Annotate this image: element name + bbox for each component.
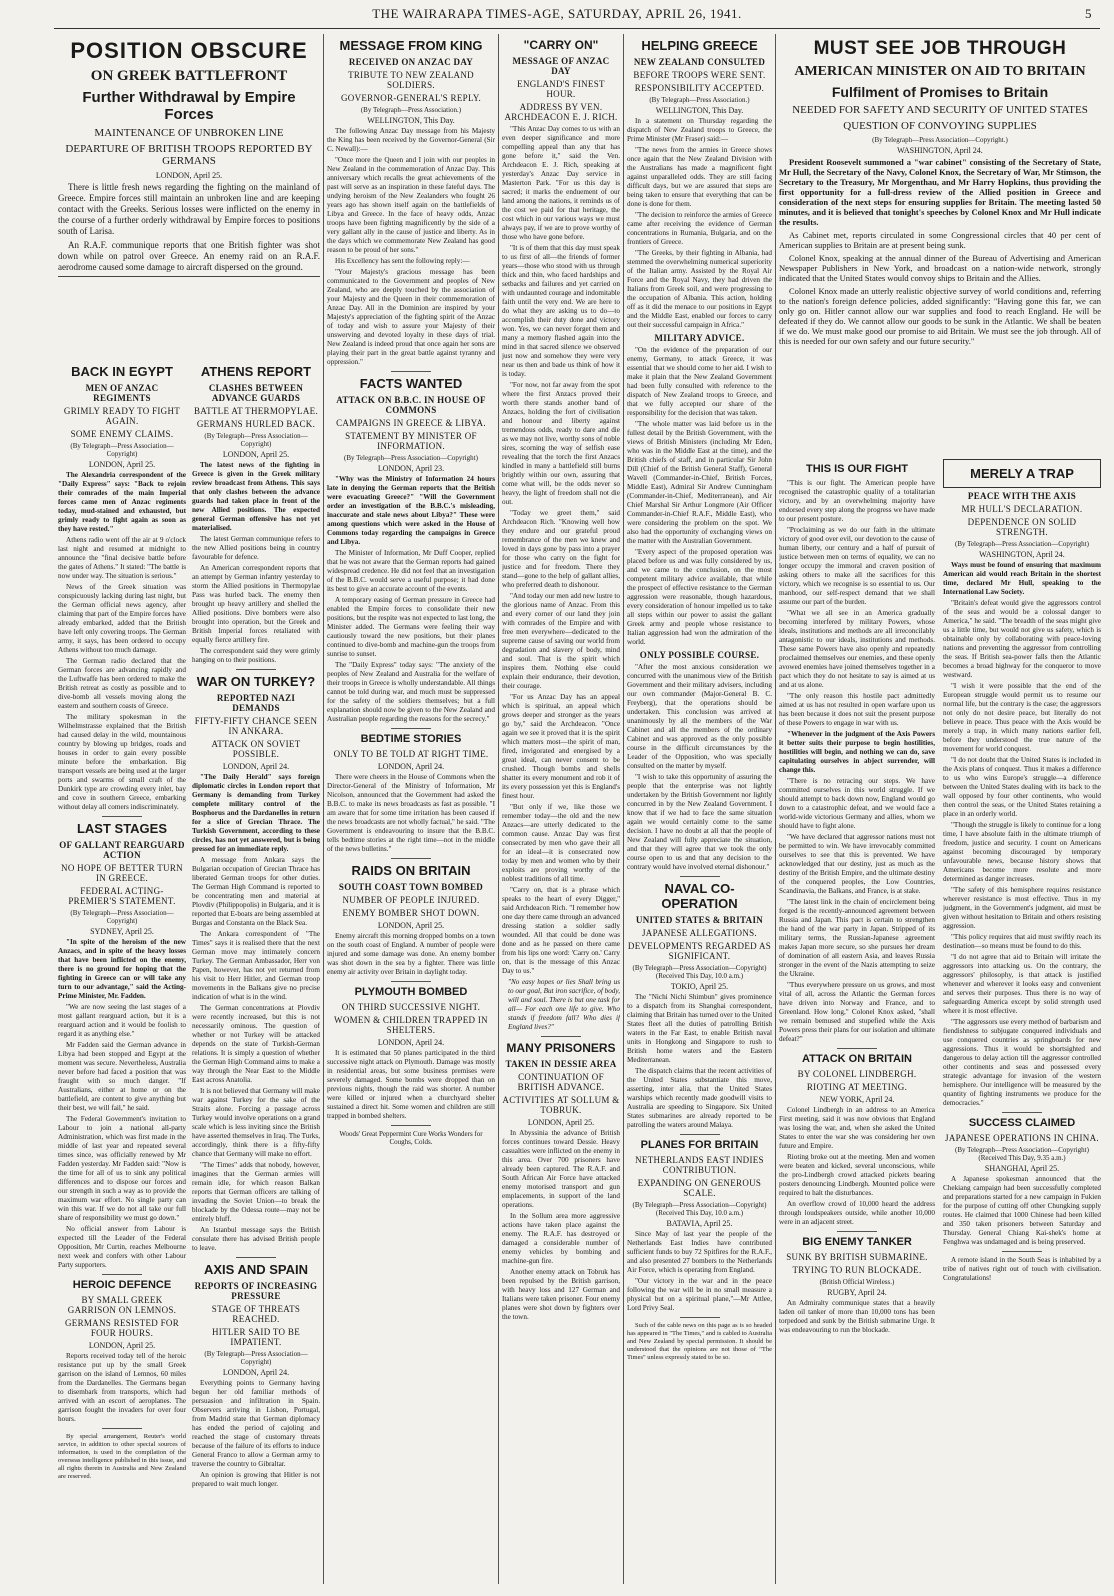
dateline: SHANGHAI, April 25. (984, 1164, 1060, 1173)
paragraph: "In spite of the heroism of the new Anzacs, and in spite of the heavy losses that have been inflicted on the enemy, there is no ground for hoping that the fighting in Greece can or will take any turn to our advantage," said the Acting-Prime Minister, Mr. Fadden. (58, 938, 186, 1000)
page-number: 5 (1085, 6, 1092, 21)
dateline: TOKIO, April 25. (670, 982, 729, 991)
subhead: NETHERLANDS EAST INDIES CONTRIBUTION. (635, 1155, 764, 1175)
dateline: LONDON, April 25. (222, 450, 290, 459)
paragraph: "For now, not far away from the spot where the first Anzacs proved their worth there stands another band of Anzacs, holding the fort of civilisation and honour and liberty against tremendous odds, ready to dare and die as we may not live, worthy sons of noble sires, scorning the way of selfish ease revealing that the torch the first Anzacs kindled in many a battlefield still burns brightly within our own, assuring that come what will, be the odds never so heavy, the light of freedom shall not die out. (502, 381, 620, 506)
divider (391, 1125, 431, 1126)
paragraph: An Istanbul message says the British consulate there has advised British people to leave. (192, 1226, 320, 1252)
paragraph: "The aggressors use every method of barbarism and fiendishness to subjugate conquered individuals and use conquered countries as springboards for new aggressions. Thus it would be shortsighted and dangerous to delay action till the aggressor controlled other continents and seas and possessed every strategic advantage for invasion of the western hemisphere. Our intelligence will be measured by the quantity of fighting instruments we produce for the democracies." (943, 1018, 1101, 1107)
subhead: OF GALLANT REARGUARD ACTION (59, 840, 185, 860)
subhead: TRYING TO RUN BLOCKADE. (792, 1265, 922, 1275)
paragraph: As Cabinet met, reports circulated in some Congressional circles that 40 per cent of American supplies to Britain are at present being sunk. (779, 230, 1101, 250)
column-rule (623, 34, 624, 1584)
press-line: (British Official Wireless.) (819, 1278, 895, 1286)
story-headline: BACK IN EGYPT (71, 364, 173, 379)
paragraph: A message from Ankara says the Bulgarian occupation of Grecian Thrace has liberated German troops for other duties. The German High Command is reported to be concentrating men and material at Plovdiv (Philippopolis) in Bulgaria, and it is reported that E-boats are being assembled at Burgas and Constanta on the Black Sea. (192, 856, 320, 927)
subhead: MEN OF ANZAC REGIMENTS (85, 383, 159, 403)
paragraph: The latest news of the fighting in Greece is given in the Greek military review broadcast from Athens. This says that only clashes between the advance guards had taken place in front of the new Allied positions. The expected general German offensive has not yet materialised. (192, 461, 320, 532)
advertisement: Woods' Great Peppermint Cure Works Wonders for Coughs, Colds. (339, 1130, 483, 1146)
press-line: (By Telegraph—Press Association.) (360, 106, 462, 114)
paragraph: "Britain's defeat would give the aggressors control of the seas and would be a colossal danger to America," he said. "The breadth of the seas might give us a little time, but would not give us safety, which is obtainable only by collaborating with peace-loving nations and preventing the aggressor from controlling the seas. If British sea-power falls then the Atlantic becomes a broad highway for the conqueror to move westward. (943, 599, 1101, 679)
story-headline: MESSAGE FROM KING (339, 38, 483, 53)
subhead: RIOTING AT MEETING. (806, 1082, 908, 1092)
dateline: LONDON, April 24. (222, 762, 290, 771)
subhead: ADDRESS BY VEN. ARCHDEACON E. J. RICH. (504, 102, 618, 122)
press-line: (By Telegraph—Press Association—Copyright) (70, 442, 174, 458)
dateline: LONDON, April 25. (155, 171, 223, 180)
paragraph: The Ankara correspondent of "The Times" says it is realised there that the next German move may intimately concern Turkey. The German Ambassador, Herr von Papen, however, has not yet returned from his visit to Herr Hitler, and German troop movements in the Balkans give no precise indication of what is in the wind. (192, 930, 320, 1001)
subhead: BEFORE TROOPS WERE SENT. (633, 70, 766, 80)
story-headline: HELPING GREECE (641, 38, 758, 53)
paragraph: There were cheers in the House of Commons when the Director-General of the Ministry of Information, Mr Nicolson, announced that the Government had asked the B.B.C. to make its news broadcasts as fast as possible. "I am aware that for some time irritation has been caused if the news broadcasts are not wholly factual," he said. "The Government is endeavouring to insure that the B.B.C. tells bedtime stories at the right time—not in the middle of the news bulletins." (327, 773, 495, 853)
paragraph: A Japanese spokesman announced that the Chekiang campaign had been successfully completed and preparations started for a new campaign in Fukien for the purpose of cutting off other Chungking supply routes. He claimed that 1000 Chinese had been killed and 350 taken prisoners between Saturday and Thursday. General Chiang Kai-shek's home at Fenghwa was undamaged and is being preserved. (943, 1175, 1101, 1246)
paragraph: Another enemy attack on Tobruk has been repulsed by the British garrison, with heavy loss and 127 German and Italians were taken prisoner. Four enemy planes were shot down by fighters over the town. (502, 1268, 620, 1321)
subhead: GERMANS RESISTED FOR FOUR HOURS. (64, 1318, 180, 1338)
paragraph: "Once more the Queen and I join with our peoples in New Zealand in the commemoration of Anzac Day. This anniversary which recalls the great achievements of the past will serve as an inspiration in these fateful days. The undying heroism of the New Zealanders who fought 26 years ago has shown itself again on the battlefields of Libya and Greece. In the face of heavy odds, Anzac troops have been fighting magnificently by the side of a very gallant ally in the cause of justice and liberty. As in the days which we commemorate New Zealand has good reason to be proud of her sons." (327, 156, 495, 254)
divider (102, 1274, 142, 1275)
divider (837, 1231, 877, 1232)
sub-column-right (943, 459, 1101, 1584)
subhead: REPORTED NAZI DEMANDS (216, 693, 296, 713)
paragraph: A temporary easing of German pressure in Greece had enabled the Empire forces to consolidate their new positions, but the respite was not expected to last long, the Minister added. The Germans were feeling their way cautiously toward the new positions, but their planes continued to dive-bomb and machine-gun the troops from sunrise to sunset. (327, 596, 495, 658)
column-rule (775, 34, 776, 1584)
dateline: LONDON, April 25. (527, 1118, 595, 1127)
subhead: REPORTS OF INCREASING PRESSURE (194, 1281, 318, 1301)
press-line: (By Telegraph—Press Association—Copyright) (204, 432, 308, 448)
column-3 (502, 34, 620, 1584)
press-line: (By Telegraph—Press Association—Copyright) (955, 540, 1089, 548)
story-headline: SUCCESS CLAIMED (968, 1117, 1076, 1129)
story-headline: MERELY A TRAP (970, 466, 1074, 481)
paragraph: Colonel Knox made an utterly realistic objective survey of world conditions and, referring to the nation's foreign defence policies, added significantly: "Having gone this far, we can only go on. Hitler cannot allow our war supplies and food to reach England. He will be defeated if they do. We cannot allow our goods to be sunk in the Atlantic. We shall be beaten if we do. We must make good our promise to aid Britain. We must see the job through. All of this is needed for our own safety and our future security." (779, 286, 1101, 346)
subhead: TAKEN IN DESSIE AREA (505, 1059, 617, 1069)
dateline: RUGBY, April 24. (827, 1288, 887, 1297)
paragraph: "Why was the Ministry of Information 24 hours late in denying the German reports that the British were evacuating Greece?" "Will the Government order an investigation of the B.B.C.'s misleading, inaccurate and stale news about Libya?" These were among questions which were asked in the House of Commons today regarding the campaigns in Greece and Libya. (327, 475, 495, 546)
story-headline: BEDTIME STORIES (360, 733, 462, 745)
press-line: (By Telegraph—Press Association.) (649, 96, 750, 104)
story-headline: BIG ENEMY TANKER (802, 1236, 912, 1248)
paragraph: "Though the struggle is likely to continue for a long time, I have absolute faith in the ultimate triumph of freedom, justice and security. I count on Americans against becoming discouraged by temporary unfavourable news, because history shows that Americans become more resolute and more determined as danger increases. (943, 821, 1101, 883)
paragraph: "The whole matter was laid before us in the fullest detail by the British Government, with the views of British Ministers (including Mr Eden, who was in the Middle East at the time), and the British chiefs of staff, and in particular Sir John Dill (Chief of the British General Staff), General Wavell (Commander-in-Chief, British Forces, Middle East), Admiral Sir Andrew Cunningham (Commander-in-Chief, Mediterranean), and Air Chief Marshal Sir Arthur Longmore (Air Officer Commander-in-Chief R.A.F., Middle East), who were considering the problem on the spot. We also had the opportunity of exchanging views on the matter with the Australian Government. (627, 420, 772, 545)
paragraph: Ways must be found of ensuring that maximum American aid would reach Britain in the shortest time, declared Mr Hull, speaking to the International Law Society. (943, 561, 1101, 596)
story-headline: HEROIC DEFENCE (72, 1279, 172, 1291)
paragraph: In the Sollum area more aggressive actions have taken place against the enemy. The R.A.F. has destroyed or damaged a considerable number of enemy vehicles by bombing and machine-gun fire. (502, 1212, 620, 1265)
story-headline: PLYMOUTH BOMBED (354, 986, 468, 998)
divider (391, 981, 431, 982)
subhead: ENGLAND'S FINEST HOUR. (517, 79, 605, 99)
divider (102, 816, 142, 817)
paragraph: Everything points to Germany having begun her old familiar methods of persuasion and infiltration in Spain. Observers arriving in Lisbon, Portugal, from Madrid state that German diplomacy has ended the period of cajoling and reached the stage of customary threats because of the failure of its efforts to induce General Franco to allow a German army to traverse the country to Gibraltar. (192, 1379, 320, 1468)
divider (541, 1036, 581, 1037)
subhead: MESSAGE OF ANZAC DAY (512, 56, 610, 76)
divider (102, 1428, 142, 1429)
subhead: BATTLE AT THERMOPYLAE. (193, 406, 319, 416)
subhead: ONLY TO BE TOLD AT RIGHT TIME. (333, 749, 489, 759)
paragraph: Athens radio went off the air at 9 o'clock last night and resumed at midnight to announce the "final decisive battle before the gates of Athens." It stated: "The battle is now under way. The situation is serious." (58, 536, 186, 580)
paragraph: The "Nichi Nichi Shimbun" gives prominence to a dispatch from its Shanghai correspondent, claiming that Britain has turned over to the United States fleet all the duties of patrolling British waters in the Far East, to enable British naval units in Hongkong and Singapore to rush to British home waters and the Eastern Mediterranean. (627, 993, 772, 1064)
subhead: GRIMLY READY TO FIGHT AGAIN. (63, 406, 181, 426)
column-2 (327, 34, 495, 1584)
story-headline: ATTACK ON BRITAIN (802, 1053, 912, 1065)
paragraph: "Carry on, that is a phrase which speaks to the heart of every Digger," said Archdeacon Rich. "I remember how one day there came through an advanced dressing station a soldier sadly wounded. All that could be done was done and as he passed on there came from his lips one word: 'Carry on.' Carry on, that is the message of this Anzac Day to us." (502, 886, 620, 975)
paragraph: "There is no retracing our steps. We have committed ourselves in this world struggle. If we should attempt to back down now, England would go down to a catastrophic defeat, and we would face a world-wide victorious Germany and allies, whom we should have to fight alone. (779, 777, 935, 830)
paragraph: Colonel Lindbergh in an address to an America First meeting, said it was now obvious that England was losing the war, and, when she asked the United States to enter the war she was considering her own future and Empire. (779, 1106, 935, 1150)
paragraph: "The Times" adds that nobody, however, imagines that the German armies will remain idle, for which reason Balkan reports that German officers are talking of invading the Soviet Union—to break the blockade by the Odessa route—may not be entirely bluff. (192, 1161, 320, 1223)
paragraph: "But only if we, like those we remember today—the old and the new Anzacs—are utterly dedicated to the common cause. Anzac Day was first consecrated by men who gave their all for an ideal—it is consecrated now today by men and women who by their exploits are proving worthy of the noblest traditions of all time. (502, 803, 620, 883)
paragraph: "The Greeks, by their fighting in Albania, had stemmed the overwhelming numerical superiority of the Italian army. Assisted by the Royal Air Force and the Royal Navy, they had driven the Italians from Greek soil, and were progressing to the occupation of Albania. This action, holding off as it did the menace to our positions in Egypt and the Middle East, enabled our forces to carry out their successful campaign in Africa." (627, 249, 772, 329)
subhead: RECEIVED ON ANZAC DAY (348, 57, 474, 67)
paragraph: Enemy aircraft this morning dropped bombs on a town on the south coast of England. A number of people were injured and some damage was done. An enemy bomber was shot down in the sea by a fighter. There was little enemy air activity over Britain in daylight today. (327, 932, 495, 976)
dateline: WASHINGTON, April 24. (897, 146, 983, 155)
paragraph: "I wish to take this opportunity of assuring the people that the enterprise was not lightly undertaken by the British Government nor lightly concurred in by the New Zealand Government. I know that if we had to face the same situation again we would certainly come to the same decision. I have no doubt at all that the people of New Zealand will fully appreciate the situation, and that they will agree that we took the only course open to us and that any decision to the contrary would have involved eternal dishonour." (627, 773, 772, 871)
paragraph: An overflow crowd of 10,000 heard the address through loudspeakers outside, while another 10,000 were in an adjacent street. (779, 1200, 935, 1226)
paragraph: President Roosevelt summoned a "war cabinet" consisting of the Secretary of State, Mr Hull, the Secretary of the Navy, Colonel Knox, the Secretary of War, Mr Stimson, the Secretary to the Treasury, Mr Morgenthau, and Mr Harry Hopkins, thus providing the first opportunity for a full-dress review of the Allied position in Greece and consideration of the next steps for ensuring supplies for Britain. The meeting lasted 50 minutes, and it is believed that tonight's speeches by Colonel Knox and Mr Hull indicate the results. (779, 157, 1101, 227)
dateline: LONDON, April 25. (377, 921, 445, 930)
divider (391, 858, 431, 859)
column-1 (58, 34, 320, 1584)
subhead: GOVERNOR-GENERAL'S REPLY. (340, 93, 482, 103)
press-line: (By Telegraph—Press Association—Copyright) (344, 454, 478, 462)
paragraph: "I do not agree that aid to Britain will irritate the aggressors into attacking us. On the contrary, the aggressors' philosophy, is that attack is justified whenever and wherever it looks easy and convenient and serves their purposes. Thus there is no way of safeguarding America except by solid strength used where it is most effective. (943, 953, 1101, 1015)
subhead: HITLER SAID TO BE IMPATIENT. (211, 1327, 301, 1347)
paragraph: The correspondent said they were grimly hanging on to their positions. (192, 647, 320, 664)
paragraph: A remote island in the South Seas is inhabited by a tribe of natives right out of touch with civilisation. Congratulations! (943, 1256, 1101, 1282)
paragraph: Mr Fadden said the German advance in Libya had been stopped and Egypt at the moment was secure. Nevertheless, Australia never before had faced a position that was fraught with so much danger. "If Australians, either at home or on the battlefield, are content to give anything but their best, we will fail," he said. (58, 1041, 186, 1112)
subhead: ATTACK ON B.B.C. IN HOUSE OF COMMONS (336, 395, 486, 415)
section-subhead: MILITARY ADVICE. (654, 333, 745, 343)
subhead: NO HOPE OF BETTER TURN IN GREECE. (61, 863, 183, 883)
paragraph: The Federal Government's invitation to Labour to join a national all-party Administration, which was first made in the middle of last year and repeated several times since, was officially renewed by Mr Fadden yesterday. Mr Fadden said: "Now is the time for all of us to sink any political differences and to dispose our forces and our strength in such a way as to provide the maximum war effort. No single party can win this war. If we do not all take our full share of responsibility we must go down." (58, 1115, 186, 1222)
paragraph: "I wish it were possible that the end of the European struggle would permit us to resume our normal life, but the contrary is the case; the aggressors not only do not desire peace, but literally do not believe in peace. Thus peace with the Axis would be merely a trap, in which many nations earlier fell, before they understood the true nature of the movement for world conquest. (943, 682, 1101, 753)
paragraph: No official answer from Labour is expected till the Leader of the Federal Opposition, Mr Curtin, reaches Melbourne next week and confers with other Labour Party supporters. (58, 1225, 186, 1269)
paragraph: In Abyssinia the advance of British forces continues toward Dessie. Heavy casualties were inflicted on the enemy in this area. Over 700 prisoners have already been captured. The R.A.F. and South African Air Force have attacked enemy motorised transport and gun emplacements, in support of the land operations. (502, 1129, 620, 1209)
subhead: DEVELOPMENTS REGARDED AS SIGNIFICANT. (627, 941, 772, 961)
story-headline: WAR ON TURKEY? (196, 674, 316, 689)
subhead: ATTACK ON SOVIET POSSIBLE. (211, 739, 301, 759)
column-rule (323, 34, 324, 1584)
press-line: (By Telegraph—Press Association—Copyright) (Received This Day, 10.0 a.m.) (632, 1201, 767, 1217)
footnote: By special arrangement, Reuter's world service, in addition to other special sources of information, is used in the compilation of the overseas intelligence published in this issue, and all rights therein in Australia and New Zealand are reserved. (58, 1433, 186, 1480)
headline-must-see-job-through: MUST SEE JOB THROUGH (813, 38, 1067, 59)
subhead: SOME ENEMY CLAIMS. (70, 429, 174, 439)
paragraph: "The Daily Herald" says foreign diplomatic circles in London report that Germany is demanding from Turkey complete military control of the Bosphorus and the Dardanelles in return for a slice of Grecian Thrace. The Turkish Government, according to these circles, has not yet answered, but is being pressed for an immediate reply. (192, 773, 320, 853)
subhead: FIFTY-FIFTY CHANCE SEEN IN ANKARA. (194, 716, 318, 736)
paragraph: "The decision to reinforce the armies of Greece came after receiving the evidence of German concentrations in Rumania, Bulgaria, and on the frontiers of Greece. (627, 211, 772, 246)
story-headline: ATHENS REPORT (200, 364, 312, 379)
subhead: BY SMALL GREEK GARRISON ON LEMNOS. (67, 1295, 177, 1315)
subhead: STATEMENT BY MINISTER OF INFORMATION. (345, 431, 477, 451)
subhead: NUMBER OF PEOPLE INJURED. (342, 895, 480, 905)
paragraph: "Whenever in the judgment of the Axis Powers it better suits their purpose to begin hostilities, hostilities will begin, and nothing we can do, save capitulating ourselves in abject surrender, will change this. (779, 730, 935, 774)
subhead: JAPANESE OPERATIONS IN CHINA. (945, 1133, 1099, 1143)
paragraph: An Admiralty communique states that a heavily laden oil tanker of more than 10,000 tons has been torpedoed and sunk by the British submarine Urge. It was endeavouring to run the blockade. (779, 1299, 935, 1334)
paragraph: "Your Majesty's gracious message has been communicated to the Government and peoples of New Zealand, who are deeply touched by the association of your Majesty and the Queen in their commemoration of Anzac Day. All in the Dominion are inspired by your Majesty's appreciation of the fighting spirit of the Anzac of today and wish to assure your Majesty of their unswerving and devoted loyalty in these days of trial. New Zealand is indeed proud that once again her sons are playing their part in the great battle against tyranny and oppression." (327, 268, 495, 366)
divider (680, 876, 720, 877)
subhead: GERMANS HURLED BACK. (196, 419, 316, 429)
paragraph: "This is our fight. The American people have recognised the catastrophic quality of a totalitarian victory, and by an overwhelming majority have endorsed every step along the progress we have made to our present posture. (779, 479, 935, 523)
subhead: SOUTH COAST TOWN BOMBED (338, 882, 484, 892)
subhead: PEACE WITH THE AXIS (967, 491, 1077, 501)
headline-position-obscure: POSITION OBSCURE (70, 38, 308, 63)
paragraph: "We have declared that aggressor nations must not be permitted to win. We have irrevocably committed ourselves to see that this is prevented. We have acknowledged that our destiny, just as much as the destiny of the British Empire, and the ultimate destiny of the conquered peoples, the Low Countries, Scandinavia, the Balkans, and France, is at stake. (779, 833, 935, 895)
column-5 (779, 34, 1101, 1584)
subhead: CONTINUATION OF BRITISH ADVANCE. (517, 1072, 605, 1092)
divider (680, 1134, 720, 1135)
paragraph: "Every aspect of the proposed operation was placed before us and was fully considered by us, and we came to the conclusion, on the most competent military advice available, that while the prospect of effective resistance to the German aggression were reasonable, though hazardous, every consideration of honour impelled us to take all steps within our power to assist the gallant Greek army and people whose resistance to Italian aggression had won the admiration of the world. (627, 548, 772, 646)
dateline: WASHINGTON, April 24. (979, 550, 1065, 559)
dateline: LONDON, April 23. (377, 464, 445, 473)
subhead: QUESTION OF CONVOYING SUPPLIES (843, 120, 1037, 132)
subhead: FEDERAL ACTING-PREMIER'S STATEMENT. (68, 886, 176, 906)
dateline: NEW YORK, April 24. (819, 1095, 895, 1104)
paragraph: "For us Anzac Day has an appeal which is spiritual, an appeal which grows deeper and stronger as the years go by," said the Archdeacon. "Once again we see it proved that it is the spirit which matters most—the spirit of man, fired, invigorated and energised by a great ideal, can never consent to be crushed. Though bombs and shells shatter its every monument and rob it of its every possession yet this is England's finest hour. (502, 693, 620, 800)
divider (236, 669, 276, 670)
paragraph: In a statement on Thursday regarding the dispatch of New Zealand troops to Greece, the Prime Minister (Mr Fraser) said:— (627, 117, 772, 143)
subhead: Further Withdrawal by Empire Forces (82, 89, 296, 123)
footnote: Such of the cable news on this page as is so headed has appeared in "The Times," and is cabled to Australia and New Zealand by special permission. It should be understood that the opinions are not those of "The Times" unless expressly stated to be so. (627, 1322, 772, 1361)
divider (391, 728, 431, 729)
dateline: LONDON, April 24. (377, 762, 445, 771)
divider (236, 1257, 276, 1258)
press-line: (By Telegraph—Press Association—Copyright) (Received This Day, 9.35 a.m.) (955, 1146, 1089, 1162)
story-headline: FACTS WANTED (359, 376, 463, 391)
story-headline: RAIDS ON BRITAIN (351, 863, 471, 878)
story-box (943, 459, 1101, 488)
paragraph: "On the evidence of the preparation of our enemy, Germany, to attack Greece, it was essential that we should come to her aid. I wish to make it plain that the New Zealand Government had been fully consulted with reference to the dispatch of New Zealand troops to Greece, and that we fully accepted our share of the responsibility for the decision that was taken. (627, 346, 772, 417)
dateline: LONDON, April 24. (377, 1038, 445, 1047)
story-headline: THIS IS OUR FIGHT (805, 463, 909, 475)
story-headline: MANY PRISONERS (506, 1041, 616, 1055)
paragraph: Colonel Knox, speaking at the annual dinner of the Bureau of Advertising and American Newspaper Publishers in New York, and broadcast on a nation-wide network, strongly indicated that the United States would convoy ships to Britain and the Allies. (779, 253, 1101, 283)
subhead: ON GREEK BATTLEFRONT (90, 68, 288, 84)
paragraph: "The latest link in the chain of encirclement being forged is the recently-announced agreement between Russia and Japan. This pact is certain to strengthen the hand of the war party in Japan. Stripped of its military terms, the Russian-Japanese agreement makes Japan more secure, so she pursues her dream of domination of all eastern Asia, and leaves Russia stronger in the event of the Nazis attempting to seize the Ukraine. (779, 898, 935, 978)
paragraph: His Excellency has sent the following reply:— (335, 257, 470, 265)
paragraph: "Today we greet them," said Archdeacon Rich. "Knowing well how they endure and our grateful proud remembrance of the men we knew and loved in days gone by pass into a prayer for those who carry on the fight for justice and for freedom. There they stand—gone to the help of gallant allies, who preferred death to dishonour. (502, 509, 620, 589)
paragraph: An American correspondent reports that an attempt by German infantry yesterday to storm the Allied positions in Thermopylae Pass was hurled back. The enemy then brought up heavy artillery and shelled the Allied positions. Dive bombers were also brought into operation, but the Greek and British Imperial forces retaliated with equally fierce artillery fire. (192, 564, 320, 644)
subhead: NEEDED FOR SAFETY AND SECURITY OF UNITED STATES (792, 104, 1088, 116)
subhead: WOMEN & CHILDREN TRAPPED IN SHELTERS. (334, 1015, 488, 1035)
subhead: RESPONSIBILITY ACCEPTED. (634, 83, 765, 93)
verse: "No easy hopes or lies Shall bring us to our goal, But iron sacrifice, of body, will and soul. There is but one task for all— For each one life to give. Who stands if freedom fall? Who dies if England lives?" (508, 978, 620, 1031)
paragraph: News of the Greek situation was conspicuously lacking during last night, but the German official news agency, after claiming that part of the Empire forces have already embarked, added that the British have left only covering troops. The German army, it says, has been ordered to occupy Athens without too much damage. (58, 583, 186, 654)
dateline: WELLINGTON, This Day. (367, 116, 455, 125)
press-line: (By Telegraph—Press Association—Copyright.) (872, 136, 1008, 144)
paragraph: "And today our men add new lustre to the glorious name of Anzac. From this and every corner of our land they join with comrades of the Empire and with free men everywhere—dedicated to the supreme cause of saving our world from degradation and slavery of body, mind and soul. That is the spirit which inspires them. Nothing else could explain their endurance, their devotion, their courage. (502, 592, 620, 690)
press-line: (By Telegraph—Press Association—Copyright) (Received This Day, 10.0 a.m.) (632, 964, 767, 980)
story-headline: PLANES FOR BRITAIN (640, 1139, 759, 1151)
subhead: ACTIVITIES AT SOLLUM & TOBRUK. (502, 1095, 620, 1115)
subhead: EXPANDING ON GENEROUS SCALE. (637, 1178, 762, 1198)
section-subhead: ONLY POSSIBLE COURSE. (639, 650, 760, 660)
dateline: LONDON, April 25. (88, 1341, 156, 1350)
paragraph: "After the most anxious consideration we concurred with the unanimous view of the British Government and their military advisers, including our own commander (Major-General B. C. Freyberg), that the operations should be undertaken. This conclusion was arrived at unanimously by all the members of the War Cabinet and all the members of the ordinary Cabinet and was approved as the only possible course in the difficult circumstances by the Leader of the Opposition, who was specially consulted on the matter by myself. (627, 663, 772, 770)
paragraph: It is not believed that Germany will make war against Turkey for the sake of the Straits alone. Forcing a passage across Turkey would involve operations on a grand scale which is less inviting since the British have asserted themselves in Iraq. The Turks, accordingly, think there is a fifty-fifty chance that Germany will make no effort. (192, 1087, 320, 1158)
subhead: NEW ZEALAND CONSULTED (633, 57, 766, 67)
divider (680, 1317, 720, 1318)
subhead: STAGE OF THREATS REACHED. (211, 1304, 301, 1324)
press-line: (By Telegraph—Press Association—Copyright) (204, 1350, 308, 1366)
subhead: UNITED STATES & BRITAIN (635, 915, 764, 925)
sub-column-left (779, 459, 935, 1584)
paragraph: There is little fresh news regarding the fighting on the mainland of Greece. Empire forces still maintain an unbroken line and are keeping contact with the Greeks. Serious losses were inflicted on the enemy in the course of a further orderly withdrawal by Empire forces to positions south of Larisa. (58, 182, 320, 236)
paragraph: "This Anzac Day comes to us with an even deeper significance and more compelling appeal than any that has gone before it," said the Ven. Archdeacon E. J. Rich, speaking at yesterday's Anzac Day service in Masterton Park. "For us this day is sacred; it marks the enduement of our land among the nations, it reminds us of the cost we paid for that heritage, the cost which in our various ways we must always pay, if we are to prove worthy of those who have gone before. (502, 125, 620, 241)
subhead: ENEMY BOMBER SHOT DOWN. (342, 908, 480, 918)
paragraph: The military spokesman in the Wilhelmstrasse explained that the British had caused delay in the wild, mountainous country by blowing up bridges, roads and houses in order to gain every possible minute before the embarkation. Big transport vessels are being used at the larger ports and swarms of small craft of the Dunkirk type are crowding every inlet, bay and cove in southern Greece, embarking without delay all comers indiscriminately. (58, 713, 186, 811)
masthead-title: THE WAIRARAPA TIMES-AGE, SATURDAY, APRIL 26, 1941. (372, 6, 742, 21)
paragraph: The latest German communique refers to the new Allied positions being in country favourable for defence. (192, 535, 320, 561)
paragraph: Reports received today tell of the heroic resistance put up by the small Greek garrison on the island of Lemnos, 60 miles from the Dardanelles. The Germans began to disembark from transports, which had arrived with an escort of aeroplanes. The garrison fought the invaders for over four hours. (58, 1352, 186, 1423)
paragraph: It is estimated that 50 planes participated in the third successive night attack on Plymouth. Damage was mostly in residential areas, but some business premises were severely damaged. Some bombs were dropped than on previous nights, though the raid was shorter. A number were killed or injured when a churchyard shelter sustained a direct hit. Some women and children are still trapped in bombed shelters. (327, 1049, 495, 1120)
paragraph: "I do not doubt that the United States is included in the Axis plans of conquest. Thus it makes a difference to us who wins Europe's struggle—a difference between the United States dealing with its back to the wall opposed by four other continents, who would then control the seas, or the United States retaining a place in an orderly world. (943, 756, 1101, 818)
divider (1002, 1112, 1042, 1113)
subhead: MAINTENANCE OF UNBROKEN LINE (94, 127, 284, 139)
paragraph: Rioting broke out at the meeting. Men and women were beaten and kicked, several unconscious, while the pro-Lindbergh crowd attacked pickets bearing posters denouncing Lindbergh. Mounted police were required to halt the disturbances. (779, 1153, 935, 1197)
story-headline: LAST STAGES (76, 821, 168, 836)
paragraph: "The safety of this hemisphere requires resistance wherever resistance is most effective. Thus in my judgment, in the Government's judgment, aid must be given without hesitation to Britain and others resisting aggression. (943, 886, 1101, 930)
divider (1002, 1251, 1042, 1252)
dateline: WELLINGTON, This Day. (655, 106, 744, 115)
story-headline: "CARRY ON" (523, 38, 599, 52)
paragraph: "The news from the armies in Greece shows once again that the New Zealand Division with the Australians has made a magnificent fight against unparalleled odds. They are still facing difficult days, but we are assured that steps are being taken to ensure that everything that can be done is done for them. (627, 146, 772, 208)
paragraph: The German radio declared that the German forces are advancing rapidly and the Luftwaffe has been ordered to make the British retreat as costly as possible and to dive-bomb all vessels moving along the eastern and southern coasts of Greece. (58, 657, 186, 710)
divider (58, 276, 320, 277)
paragraph: The German concentrations at Plovdiv were recently increased, but this is not necessarily ominous. The question of whether or not Turkey will be attacked depends on the state of Turkish-German relations. It is simply a question of whether the German High Command aims to make a way through the Near East to the Middle East across Anatolia. (192, 1004, 320, 1084)
story-headline: NAVAL CO-OPERATION (661, 881, 738, 911)
subhead: BY COLONEL LINDBERGH. (797, 1069, 917, 1079)
story-headline: AXIS AND SPAIN (203, 1262, 308, 1277)
paragraph: "What we all see in an America gradually becoming interfered by military Powers, whose ideals, institutions and methods are all irreconcilably antagonistic to our ideals, institutions and methods. These same Powers have also openly and repeatedly proclaimed themselves our enemies, and these openly avowed enemies have joined themselves together in a pact which they do not hesitate to say is aimed at us and at us alone. (779, 609, 935, 689)
paragraph: The following Anzac Day message from his Majesty the King has been received by the Governor-General (Sir C. Newall):— (327, 127, 495, 153)
column-4 (627, 34, 772, 1584)
paragraph: The Minister of Information, Mr Duff Cooper, replied that he was not aware that the German reports had gained widespread credence. He did not feel that an investigation of the B.B.C. would serve a useful purpose; it had done its best to give an accurate account of the events. (327, 549, 495, 593)
paragraph: "It is of them that this day must speak to us first of all—the friends of former years—those who stood with us through thick and thin, who faced hardships and setbacks and failures and yet carried on with undaunted courage and indomitable faith until the very end. We are here to do what they are asking us to do—to accomplish their duty done and victory won. Yes, we can never forget them and many a memory flashed again into the mind in that sacred silence we observed just now and somehow they were very near us then and bade us think of how it is today. (502, 244, 620, 378)
masthead-rule (54, 28, 1100, 29)
subhead: DEPARTURE OF BRITISH TROOPS REPORTED BY GERMANS (65, 143, 313, 167)
sub-column-right (192, 360, 320, 1580)
dateline: LONDON, April 24. (222, 1368, 290, 1377)
dateline: BATAVIA, April 25. (666, 1219, 733, 1228)
subhead: CAMPAIGNS IN GREECE & LIBYA. (336, 418, 486, 428)
subhead: DEPENDENCE ON SOLID STRENGTH. (967, 517, 1077, 537)
column-rule (498, 34, 499, 1584)
paragraph: "We are now seeing the last stages of a most gallant rearguard action, but it is a rearguard action and it would be foolish to regard it as anything else." (58, 1003, 186, 1038)
paragraph: "Our victory in the war and in the peace following the war will be in no small measure a physical but on a spiritual plane,"—Mr Attlee, Lord Privy Seal. (627, 1277, 772, 1312)
paragraph: The dispatch claims that the recent activities of the United States substantiate this move, asserting, inter alia, that the United States warships which recently made goodwill visits to Australia are speeding to Singapore. Six United States submarines are already reported to be patrolling the waters around Malaya. (627, 1067, 772, 1129)
paragraph: "Thus everywhere pressure on us grows, and most vital of all, across the Atlantic the German forces have driven into Norway and France, and to Greenland. How long," Colonel Knox asked, "shall we remain bemused and stupefied while the Axis Powers press their plans for our isolation and ultimate defeat?" (779, 981, 935, 1043)
subhead: JAPANESE ALLEGATIONS. (642, 928, 757, 938)
sub-column-left (58, 360, 186, 1580)
dateline: LONDON, April 25. (88, 460, 156, 469)
subhead: SUNK BY BRITISH SUBMARINE. (786, 1252, 928, 1262)
press-line: (By Telegraph—Press Association—Copyright) (70, 909, 174, 925)
divider (391, 371, 431, 372)
masthead (0, 6, 1114, 28)
subhead: ON THIRD SUCCESSIVE NIGHT. (341, 1002, 481, 1012)
dateline: SYDNEY, April 25. (90, 927, 154, 936)
paragraph: "The only reason this hostile pact admittedly aimed at us has not resulted in open warfare upon us has been because it does not suit the present purpose of these Powers to engage in war with us. (779, 692, 935, 727)
paragraph: "This policy requires that aid must swiftly reach its destination—so means must be found to do this. (943, 933, 1101, 950)
paragraph: Since May of last year the people of the Netherlands East Indies have contributed sufficient funds to buy 72 Spitfires for the R.A.F., and also presented 27 bombers to the Netherlands Air Force, which is operating from England. (627, 1230, 772, 1274)
paragraph: The Alexandria correspondent of the "Daily Express" says: "Back to rejoin their comrades of the main Imperial forces came men of Anzac regiments today, mud-stained and exhausted, but grimly ready to fight again as soon as they have rested." (58, 471, 186, 533)
divider (837, 1048, 877, 1049)
paragraph: An R.A.F. communique reports that one British fighter was shot down while on patrol over Greece. An enemy raid on an R.A.F. aerodrome caused some damage to aircraft dispersed on the ground. (58, 240, 320, 272)
subhead: MR HULL'S DECLARATION. (961, 504, 1083, 514)
subhead: AMERICAN MINISTER ON AID TO BRITAIN (794, 64, 1086, 79)
subhead: Fulfilment of Promises to Britain (831, 84, 1049, 100)
paragraph: The "Daily Express" today says: "The anxiety of the peoples of New Zealand and Australia for the welfare of their troops in Greece is wholly understandable. All things cannot be told during war, and much must be suppressed for the safety of the soldiers themselves; but a full explanation should now be given to the New Zealand and Australian people regarding the reasons for the secrecy." (327, 661, 495, 723)
paragraph: "Proclaiming as we do our faith in the ultimate victory of good over evil, our devotion to the cause of human liberty, our century and a half of pursuit of justice between men on terms of equality, we can no longer occupy the immoral and craven position of asking others to make all the sacrifices for this victory, which we recognise is so essential to us. Our manhood, our self-respect demand that we shall assume our part of the burden. (779, 526, 935, 606)
paragraph: An opinion is growing that Hitler is not prepared to wait much longer. (192, 1471, 320, 1488)
subhead: CLASHES BETWEEN ADVANCE GUARDS (208, 383, 304, 403)
subhead: TRIBUTE TO NEW ZEALAND SOLDIERS. (348, 70, 474, 90)
